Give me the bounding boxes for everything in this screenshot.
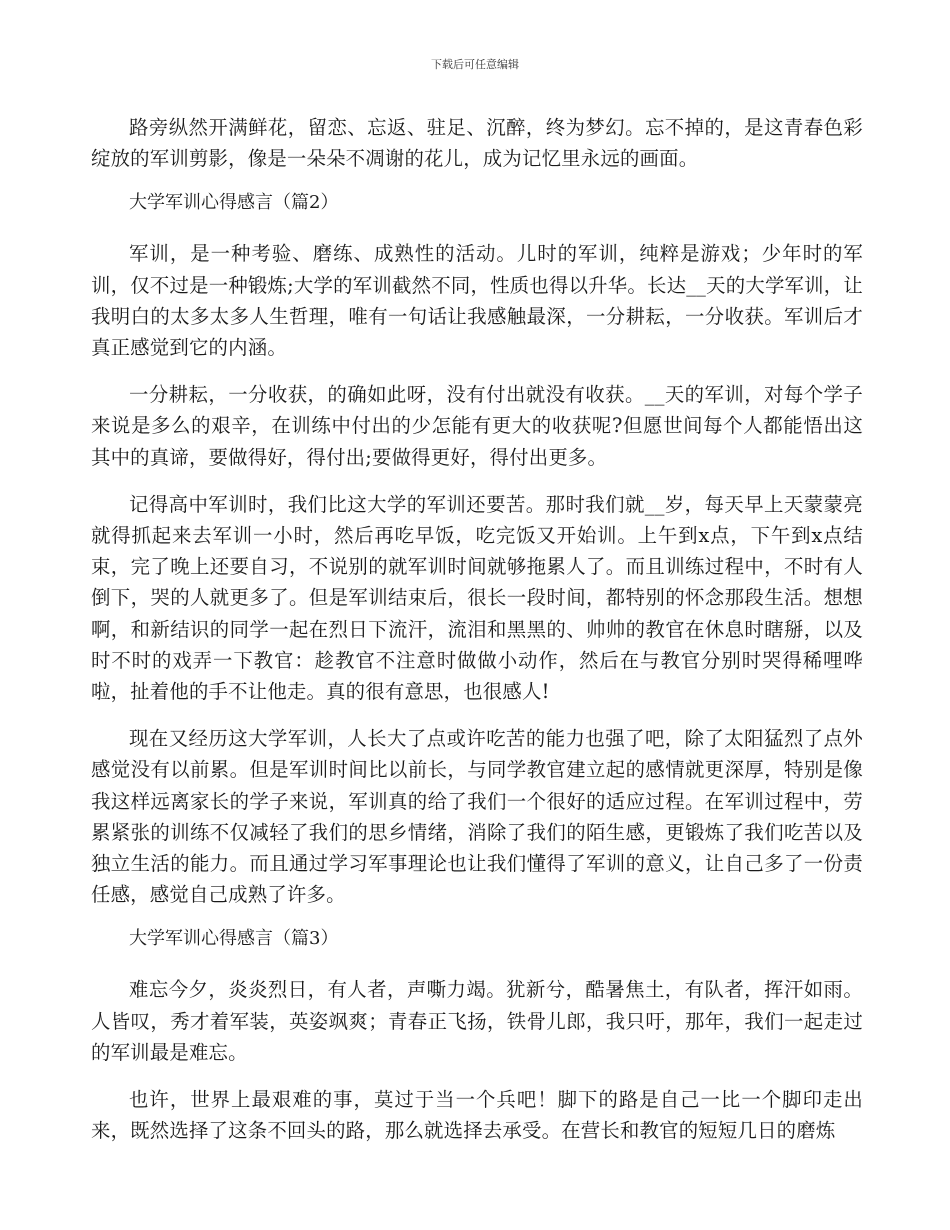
paragraph-5: 现在又经历这大学军训，人长大了点或许吃苦的能力也强了吧，除了太阳猛烈了点外感觉没有以前累。但是军训时间比以前长，与同学教官建立起的感情就更深厚，特别是像我这样远离家长的学子来说，军训真的给了我们一个很好的适应过程。在军训过程中，劳累紧张的训练不仅减轻了我们的思乡情绪，消除了我们的陌生感，更锻炼了我们吃苦以及独立生活的能力。而且通过学习军事理论也让我们懂得了军训的意义，让自己多了一份责任感，感觉自己成熟了许多。 (91, 727, 863, 907)
paragraph-1: 路旁纵然开满鲜花，留恋、忘返、驻足、沉醉，终为梦幻。忘不掉的，是这青春色彩绽放的军训剪影，像是一朵朵不凋谢的花儿，成为记忆里永远的画面。 (91, 116, 863, 171)
paragraph-4: 记得高中军训时，我们比这大学的军训还要苦。那时我们就__岁，每天早上天蒙蒙亮就得抓起来去军训一小时，然后再吃早饭，吃完饭又开始训。上午到x点，下午到x点结束，完了晚上还要自习，不说别的就军训时间就够拖累人了。而且训练过程中，不时有人倒下，哭的人就更多了。但是军训结束后，很长一段时间，都特别的怀念那段生活。想想啊，和新结识的同学一起在烈日下流汗，流泪和黑黑的、帅帅的教官在休息时瞎掰，以及时不时的戏弄一下教官：趁教官不注意时做做小动作，然后在与教官分别时哭得稀哩哗啦，扯着他的手不让他走。真的很有意思，也很感人! (91, 492, 863, 704)
paragraph-3: 一分耕耘，一分收获，的确如此呀，没有付出就没有收获。__天的军训，对每个学子来说是多么的艰辛，在训练中付出的少怎能有更大的收获呢?但愿世间每个人都能悟出这其中的真谛，要做得好，得付出;要做得更好，得付出更多。 (91, 383, 863, 469)
document-body (91, 112, 863, 1162)
section-heading-2: 大学军训心得感言（篇2） (129, 192, 339, 214)
paragraph-7: 也许，世界上最艰难的事，莫过于当一个兵吧！脚下的路是自己一比一个脚印走出来，既然选择了这条不回头的路，那么就选择去承受。在营长和教官的短短几日的磨炼 (91, 1088, 863, 1143)
page-header-note: 下载后可任意编辑 (431, 58, 519, 71)
paragraph-2: 军训，是一种考验、磨练、成熟性的活动。儿时的军训，纯粹是游戏；少年时的军训，仅不过是一种锻炼;大学的军训截然不同，性质也得以升华。长达__天的大学军训，让我明白的太多太多人生哲理，唯有一句话让我感触最深，一分耕耘，一分收获。军训后才真正感觉到它的内涵。 (91, 242, 863, 360)
section-heading-3: 大学军训心得感言（篇3） (129, 928, 339, 950)
paragraph-6: 难忘今夕，炎炎烈日，有人者，声嘶力竭。犹新兮，酷暑焦土，有队者，挥汗如雨。人皆叹，秀才着军装，英姿飒爽；青春正飞扬，铁骨儿郎，我只吁，那年，我们一起走过的军训最是难忘。 (91, 978, 863, 1064)
